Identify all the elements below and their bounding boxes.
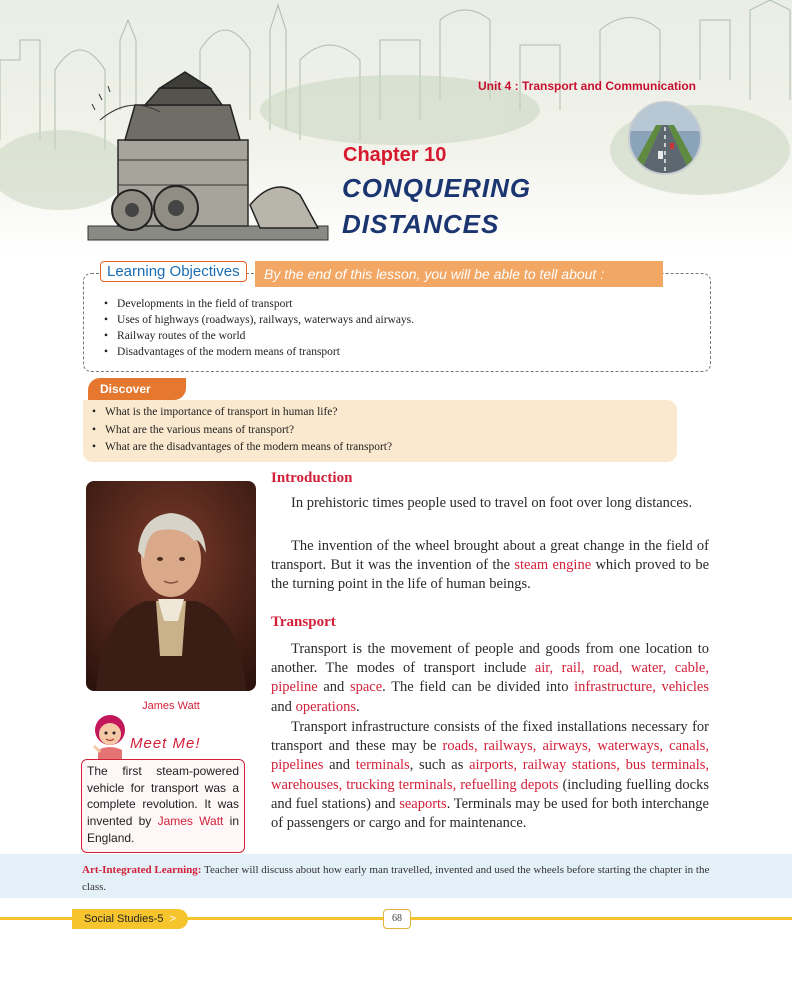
keyword-highlight: steam engine xyxy=(514,557,592,574)
chapter-banner xyxy=(0,0,792,255)
unit-title: Unit 4 : Transport and Communication xyxy=(478,79,697,93)
keyword-highlight: roads, railways, airways, waterways, canals, pipelines xyxy=(271,738,709,774)
art-integrated-label: Art-Integrated Learning: xyxy=(82,864,202,876)
learning-objectives-tag: Learning Objectives xyxy=(100,261,247,282)
chapter-title-line-1: CONQUERING xyxy=(342,173,532,203)
book-title-tag xyxy=(72,909,188,929)
list-item: • Railway routes of the world xyxy=(104,328,414,344)
text-run: and xyxy=(317,679,350,696)
text-run: . xyxy=(355,698,360,715)
introduction-paragraph-1: In prehistoric times people used to travel on foot over long distances. xyxy=(291,495,693,511)
text-run: (including fuelling docks and fuel stations) and xyxy=(271,776,709,812)
introduction-heading: Introduction xyxy=(271,470,353,486)
cartoon-girl-icon xyxy=(88,712,130,762)
text-run: . Terminals may be used for both interchange of passengers or cargo and for maintenance. xyxy=(271,795,709,832)
text-run: . The field can be divided into xyxy=(382,679,575,696)
chapter-title-line-2: DISTANCES xyxy=(342,209,500,239)
chapter-number: Chapter 10 xyxy=(343,144,447,166)
meet-me-text: The first steam-powered vehicle for transport was a complete revolution. It was invented by xyxy=(87,764,239,829)
chevron-right-icon: > xyxy=(169,913,176,925)
text-run: The invention of the wheel brought about a great change in the field of transport. But it was the invention of the xyxy=(271,538,709,574)
keyword-highlight: terminals xyxy=(355,757,410,774)
discover-tag: Discover xyxy=(88,378,186,400)
transport-paragraph-1 xyxy=(271,640,709,717)
meet-me-highlight: James Watt xyxy=(157,814,224,829)
text-run: Transport is the movement of people and goods from one location to another. The modes of transport include xyxy=(271,641,709,677)
text-run: and xyxy=(323,757,356,774)
book-title: Social Studies-5 xyxy=(84,913,164,925)
page-number: 68 xyxy=(383,909,411,929)
learning-objectives-list xyxy=(104,296,414,360)
text-run: and xyxy=(271,698,296,715)
keyword-highlight: infrastructure, vehicles xyxy=(574,679,709,696)
list-item: • Uses of highways (roadways), railways, waterways and airways. xyxy=(104,312,414,328)
introduction-paragraph-2 xyxy=(271,537,709,595)
list-item: • Disadvantages of the modern means of transport xyxy=(104,344,414,360)
james-watt-portrait xyxy=(86,481,256,691)
keyword-highlight: seaports xyxy=(399,795,447,812)
list-item: • What are the disadvantages of the modern means of transport? xyxy=(92,439,392,457)
learning-objectives-intro: By the end of this lesson, you will be able to tell about : xyxy=(255,261,663,287)
keyword-highlight: operations xyxy=(295,698,356,715)
transport-heading: Transport xyxy=(271,614,336,630)
keyword-highlight: airports, railway stations, bus terminals, warehouses, trucking terminals, refuelling depots xyxy=(271,757,709,793)
list-item: • Developments in the field of transport xyxy=(104,296,414,312)
list-item: • What is the importance of transport in human life? xyxy=(92,404,392,422)
discover-list xyxy=(92,404,392,457)
art-integrated-text: Teacher will discuss about how early man travelled, invented and used the wheels before starting the chapter in the class. xyxy=(82,864,710,893)
meet-me-box xyxy=(81,759,245,853)
list-item: • What are the various means of transport? xyxy=(92,422,392,440)
keyword-highlight: air, rail, road, water, cable, pipeline xyxy=(271,660,709,696)
text-run: which proved to be the turning point in the life of human beings. xyxy=(271,557,709,593)
chapter-title xyxy=(342,170,531,242)
text-run: , such as xyxy=(409,757,470,774)
keyword-highlight: space xyxy=(349,679,383,696)
meet-me-tag: Meet Me! xyxy=(130,735,201,752)
meet-me-text-end: in England. xyxy=(87,814,239,845)
text-run: Transport infrastructure consists of the fixed installations necessary for transport and these may be xyxy=(271,719,709,755)
highway-photo xyxy=(628,101,702,175)
transport-paragraph-2 xyxy=(271,718,709,833)
art-integrated-note xyxy=(82,862,710,896)
portrait-caption: James Watt xyxy=(142,700,200,712)
